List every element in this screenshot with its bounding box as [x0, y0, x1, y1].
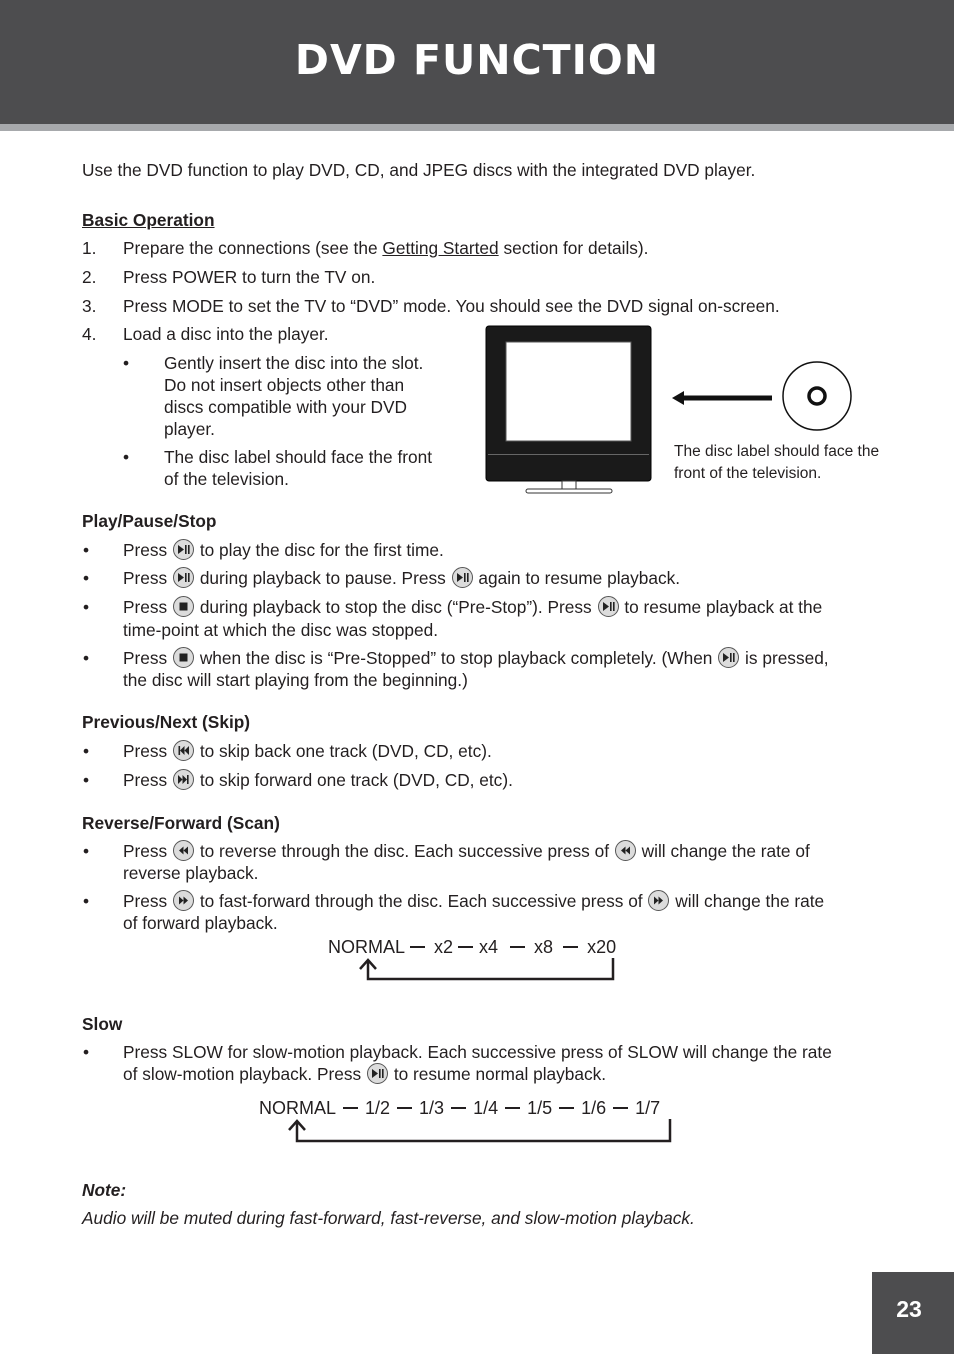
bullet: •: [83, 648, 90, 668]
step-number: 4.: [82, 324, 97, 344]
play-bullet-3-line-2: time-point at which the disc was stopped.: [123, 620, 439, 640]
step-1-text-end: section for details).: [498, 238, 649, 258]
seq-item: x8: [534, 937, 554, 957]
seq-item: 1/3: [419, 1098, 445, 1118]
scan-rate-sequence: [328, 937, 616, 958]
slow-bullet-line-2: [123, 1063, 606, 1085]
press-text: Press: [123, 648, 168, 668]
press-text: Press: [123, 597, 168, 617]
play-pause-button-icon: [173, 539, 194, 560]
seq-item: 1/4: [473, 1098, 499, 1118]
bullet: •: [83, 568, 90, 588]
play-bullet-2-text: during playback to pause. Press: [199, 568, 446, 588]
play-pause-stop-heading: Play/Pause/Stop: [82, 511, 217, 531]
skip-bullet-2: [123, 769, 513, 791]
sub-bullet-2-line-2: of the television.: [164, 469, 289, 489]
play-bullet-2-text-end: again to resume playback.: [478, 568, 681, 588]
play-bullet-4-line-1: [123, 647, 829, 669]
seq-item: NORMAL: [259, 1098, 337, 1118]
bullet: •: [123, 447, 130, 467]
scan-loop-arrow: [355, 956, 620, 982]
bullet: •: [83, 770, 90, 790]
bullet: •: [83, 1042, 90, 1062]
tv-neck: [562, 481, 576, 489]
step-number: 2.: [82, 267, 97, 287]
sub-bullet-1-line-1: Gently insert the disc into the slot.: [164, 353, 424, 373]
slow-heading: Slow: [82, 1014, 123, 1034]
play-pause-button-icon: [452, 567, 473, 588]
skip-back-button-icon: [173, 740, 194, 761]
seq-item: 1/5: [527, 1098, 553, 1118]
play-bullet-2: [123, 567, 680, 589]
bullet: •: [83, 597, 90, 617]
step-4: Load a disc into the player.: [123, 324, 329, 344]
bullet: •: [83, 891, 90, 911]
bullet: •: [83, 841, 90, 861]
scan-bullet-2-line-1: [123, 890, 872, 912]
scan-bullet-1-line-2: reverse playback.: [123, 863, 259, 883]
scan-bullet-2-text: to fast-forward through the disc. Each successive press of: [199, 891, 643, 911]
stop-button-icon: [173, 596, 194, 617]
press-text: Press: [123, 540, 168, 560]
intro-text: Use the DVD function to play DVD, CD, and JPEG discs with the integrated DVD player.: [82, 160, 756, 180]
seq-item: NORMAL: [328, 937, 406, 957]
play-bullet-3-text: during playback to stop the disc (“Pre-Stop”). Press: [199, 597, 592, 617]
play-bullet-3-text-end: to resume playback at the: [624, 597, 823, 617]
bullet: •: [83, 540, 90, 560]
sub-bullet-1-line-2: Do not insert objects other than: [164, 375, 405, 395]
reverse-button-icon: [615, 840, 636, 861]
play-pause-button-icon: [367, 1063, 388, 1084]
slow-rate-sequence: [259, 1098, 660, 1119]
getting-started-link[interactable]: Getting Started: [382, 238, 499, 258]
press-text: Press: [123, 891, 168, 911]
seq-item: x20: [587, 937, 617, 957]
press-text: Press: [123, 841, 168, 861]
slow-loop-arrow: [284, 1117, 676, 1145]
seq-item: 1/7: [635, 1098, 661, 1118]
skip-heading: Previous/Next (Skip): [82, 712, 251, 732]
play-pause-button-icon: [173, 567, 194, 588]
tv-screen: [506, 342, 631, 441]
note-text: Audio will be muted during fast-forward, fast-reverse, and slow-motion playback.: [82, 1208, 695, 1228]
play-pause-button-icon: [718, 647, 739, 668]
tv-stand: [526, 489, 612, 493]
play-bullet-1-text: to play the disc for the first time.: [199, 540, 444, 560]
play-bullet-4-text: when the disc is “Pre-Stopped” to stop playback completely. (When: [199, 648, 713, 668]
seq-item: x2: [434, 937, 454, 957]
step-1: [123, 237, 648, 259]
scan-heading: Reverse/Forward (Scan): [82, 813, 280, 833]
basic-operation-heading: Basic Operation: [82, 210, 215, 230]
bullet: •: [83, 741, 90, 761]
scan-bullet-2-line-2: of forward playback.: [123, 913, 278, 933]
play-pause-button-icon: [598, 596, 619, 617]
page-number: 23: [896, 1296, 922, 1322]
arrow-head: [672, 391, 684, 405]
caption-line-2: front of the television.: [674, 465, 822, 482]
step-1-text: Prepare the connections (see the: [123, 238, 383, 258]
seq-item: x4: [479, 937, 499, 957]
step-number: 3.: [82, 296, 97, 316]
fast-forward-button-icon: [173, 890, 194, 911]
reverse-button-icon: [173, 840, 194, 861]
step-2: Press POWER to turn the TV on.: [123, 267, 376, 287]
slow-text: of slow-motion playback. Press: [123, 1064, 362, 1084]
sub-bullet-1-line-3: discs compatible with your DVD: [164, 397, 407, 417]
step-number: 1.: [82, 238, 97, 258]
disc-icon: [783, 362, 851, 430]
caption-line-1: The disc label should face the: [674, 443, 880, 460]
header-rule: [0, 124, 954, 131]
play-bullet-3-line-1: [123, 596, 822, 618]
sub-bullet-2-line-1: The disc label should face the front: [164, 447, 433, 467]
seq-item: 1/2: [365, 1098, 391, 1118]
play-bullet-1: [123, 539, 444, 561]
skip-bullet-2-text: to skip forward one track (DVD, CD, etc).: [199, 770, 513, 790]
step-3: Press MODE to set the TV to “DVD” mode. You should see the DVD signal on-screen.: [123, 296, 780, 316]
press-text: Press: [123, 568, 168, 588]
scan-bullet-1-line-1: [123, 840, 872, 862]
play-bullet-4-text-end: is pressed,: [745, 648, 829, 668]
seq-item: 1/6: [581, 1098, 607, 1118]
scan-bullet-1-text-end: will change the rate of: [641, 841, 810, 861]
play-bullet-4-line-2: the disc will start playing from the beginning.): [123, 670, 468, 690]
press-text: Press: [123, 741, 168, 761]
skip-bullet-1: [123, 740, 492, 762]
slow-bullet-line-1: Press SLOW for slow-motion playback. Each successive press of SLOW will change the rate: [123, 1042, 832, 1062]
scan-bullet-2-text-end: will change the rate: [675, 891, 825, 911]
bullet: •: [123, 353, 130, 373]
fast-forward-button-icon: [648, 890, 669, 911]
page-title: DVD FUNCTION: [294, 36, 660, 84]
slow-text-end: to resume normal playback.: [393, 1064, 607, 1084]
note-label: Note:: [82, 1180, 127, 1200]
stop-button-icon: [173, 647, 194, 668]
skip-forward-button-icon: [173, 769, 194, 790]
skip-bullet-1-text: to skip back one track (DVD, CD, etc).: [199, 741, 492, 761]
press-text: Press: [123, 770, 168, 790]
sub-bullet-1-line-4: player.: [164, 419, 215, 439]
scan-bullet-1-text: to reverse through the disc. Each successive press of: [199, 841, 610, 861]
